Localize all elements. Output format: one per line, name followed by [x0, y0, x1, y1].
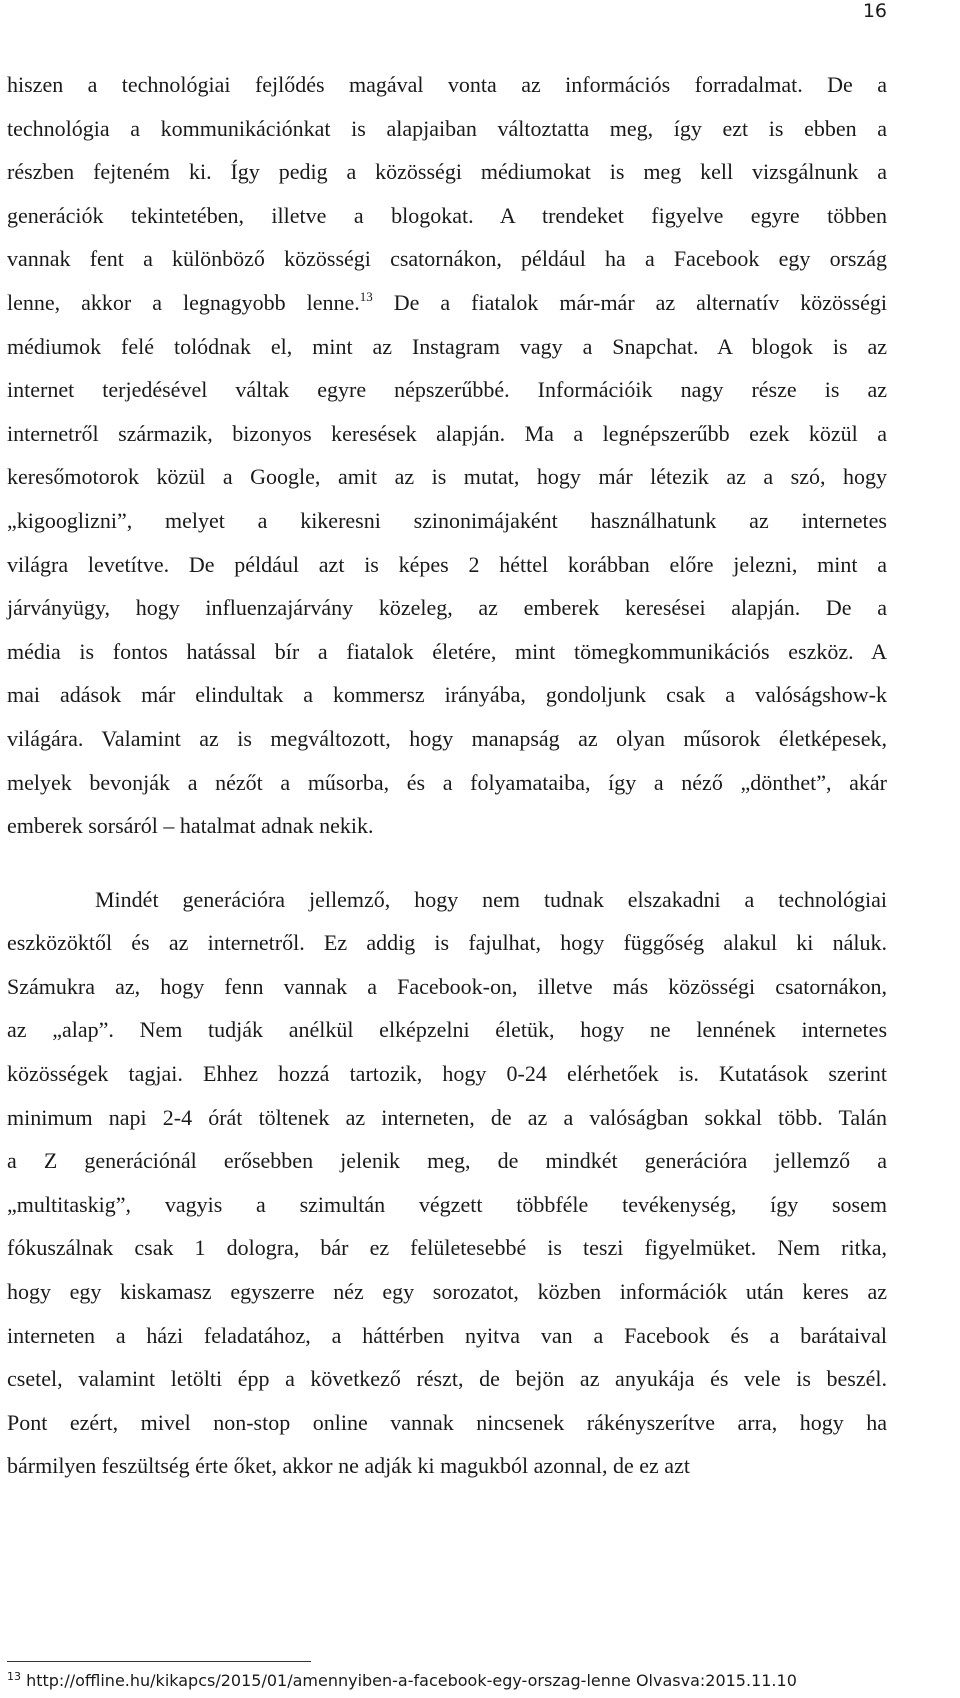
text-line: Mindét generációra jellemző, hogy nem tudnak elszakadni a technológiai: [95, 886, 887, 912]
text-line: Pont ezért, mivel non-stop online vannak nincsenek rákényszerítve arra, hogy ha: [7, 1409, 887, 1435]
text-line: járványügy, hogy influenzajárvány közeleg, az emberek keresései alapján. De a: [7, 595, 887, 621]
footnote-text: http://offline.hu/kikapcs/2015/01/amennyiben-a-facebook-egy-orszag-lenne Olvasva:2015.11.10: [21, 1671, 797, 1690]
text-segment: De a fiatalok már-már az alternatív közösségi: [372, 289, 888, 315]
paragraph-2: [7, 878, 887, 1488]
text-line: [7, 281, 887, 325]
text-line: csetel, valamint letölti épp a következő részt, de bejön az anyukája és vele is beszél.: [7, 1366, 887, 1392]
text-line: közösségek tagjai. Ehhez hozzá tartozik, hogy 0-24 elérhetőek is. Kutatások szerint: [7, 1061, 887, 1087]
text-line: internetről származik, bizonyos keresések alapján. Ma a legnépszerűbb ezek közül a: [7, 420, 887, 446]
text-line: Számukra az, hogy fenn vannak a Facebook-on, illetve más közösségi csatornákon,: [7, 973, 887, 999]
text-line: eszközöktől és az internetről. Ez addig is fajulhat, hogy függőség alakul ki náluk.: [7, 930, 887, 956]
body-text: [7, 63, 887, 1488]
footnote-separator: [7, 1661, 311, 1662]
footnote-number: 13: [7, 1670, 21, 1683]
paragraph-1: [7, 63, 887, 848]
text-segment: lenne, akkor a legnagyobb lenne.: [7, 289, 360, 315]
text-line: interneten a házi feladatához, a háttérben nyitva van a Facebook és a barátaival: [7, 1322, 887, 1348]
text-line: fókuszálnak csak 1 dologra, bár ez felületesebbé is teszi figyelmüket. Nem ritka,: [7, 1235, 887, 1261]
text-line: mai adások már elindultak a kommersz irányába, gondoljunk csak a valóságshow-k: [7, 682, 887, 708]
text-line: hiszen a technológiai fejlődés magával vonta az információs forradalmat. De a: [7, 72, 887, 97]
text-line: „kigooglizni”, melyet a kikeresni szinonimájaként használhatunk az internetes: [7, 507, 887, 533]
text-line: internet terjedésével váltak egyre népszerűbbé. Információik nagy része is az: [7, 377, 887, 403]
text-line: bármilyen feszültség érte őket, akkor ne adják ki magukból azonnal, de ez azt: [7, 1453, 690, 1479]
footnote: [7, 1670, 797, 1692]
text-line: emberek sorsáról – hatalmat adnak nekik.: [7, 813, 374, 839]
text-line: keresőmotorok közül a Google, amit az is mutat, hogy már létezik az a szó, hogy: [7, 464, 887, 490]
text-line: vannak fent a különböző közösségi csatornákon, például ha a Facebook egy ország: [7, 246, 887, 272]
footnote-reference: 13: [359, 288, 373, 304]
text-line: média is fontos hatással bír a fiatalok életére, mint tömegkommunikációs eszköz. A: [7, 638, 887, 664]
text-line: világra levetítve. De például azt is képes 2 héttel korábban előre jelezni, mint a: [7, 551, 887, 577]
text-line: melyek bevonják a nézőt a műsorba, és a folyamataiba, így a néző „dönthet”, akár: [7, 769, 887, 795]
text-line: részben fejteném ki. Így pedig a közösségi médiumokat is meg kell vizsgálnunk a: [7, 159, 887, 185]
text-line: a Z generációnál erősebben jelenik meg, de mindkét generációra jellemző a: [7, 1148, 887, 1174]
text-line: generációk tekintetében, illetve a blogokat. A trendeket figyelve egyre többen: [7, 202, 887, 228]
text-line: az „alap”. Nem tudják anélkül elképzelni életük, hogy ne lennének internetes: [7, 1017, 887, 1043]
page-number: 16: [862, 0, 887, 22]
text-line: hogy egy kiskamasz egyszerre néz egy sorozatot, közben információk után keres az: [7, 1279, 887, 1305]
text-line: világára. Valamint az is megváltozott, hogy manapság az olyan műsorok életképesek,: [7, 725, 887, 751]
text-line: médiumok felé tolódnak el, mint az Instagram vagy a Snapchat. A blogok is az: [7, 333, 887, 359]
text-line: technológia a kommunikációnkat is alapjaiban változtatta meg, így ezt is ebben a: [7, 115, 887, 141]
text-line: „multitaskig”, vagyis a szimultán végzett többféle tevékenység, így sosem: [7, 1191, 887, 1217]
text-line: minimum napi 2-4 órát töltenek az interneten, de az a valóságban sokkal több. Talán: [7, 1104, 887, 1130]
